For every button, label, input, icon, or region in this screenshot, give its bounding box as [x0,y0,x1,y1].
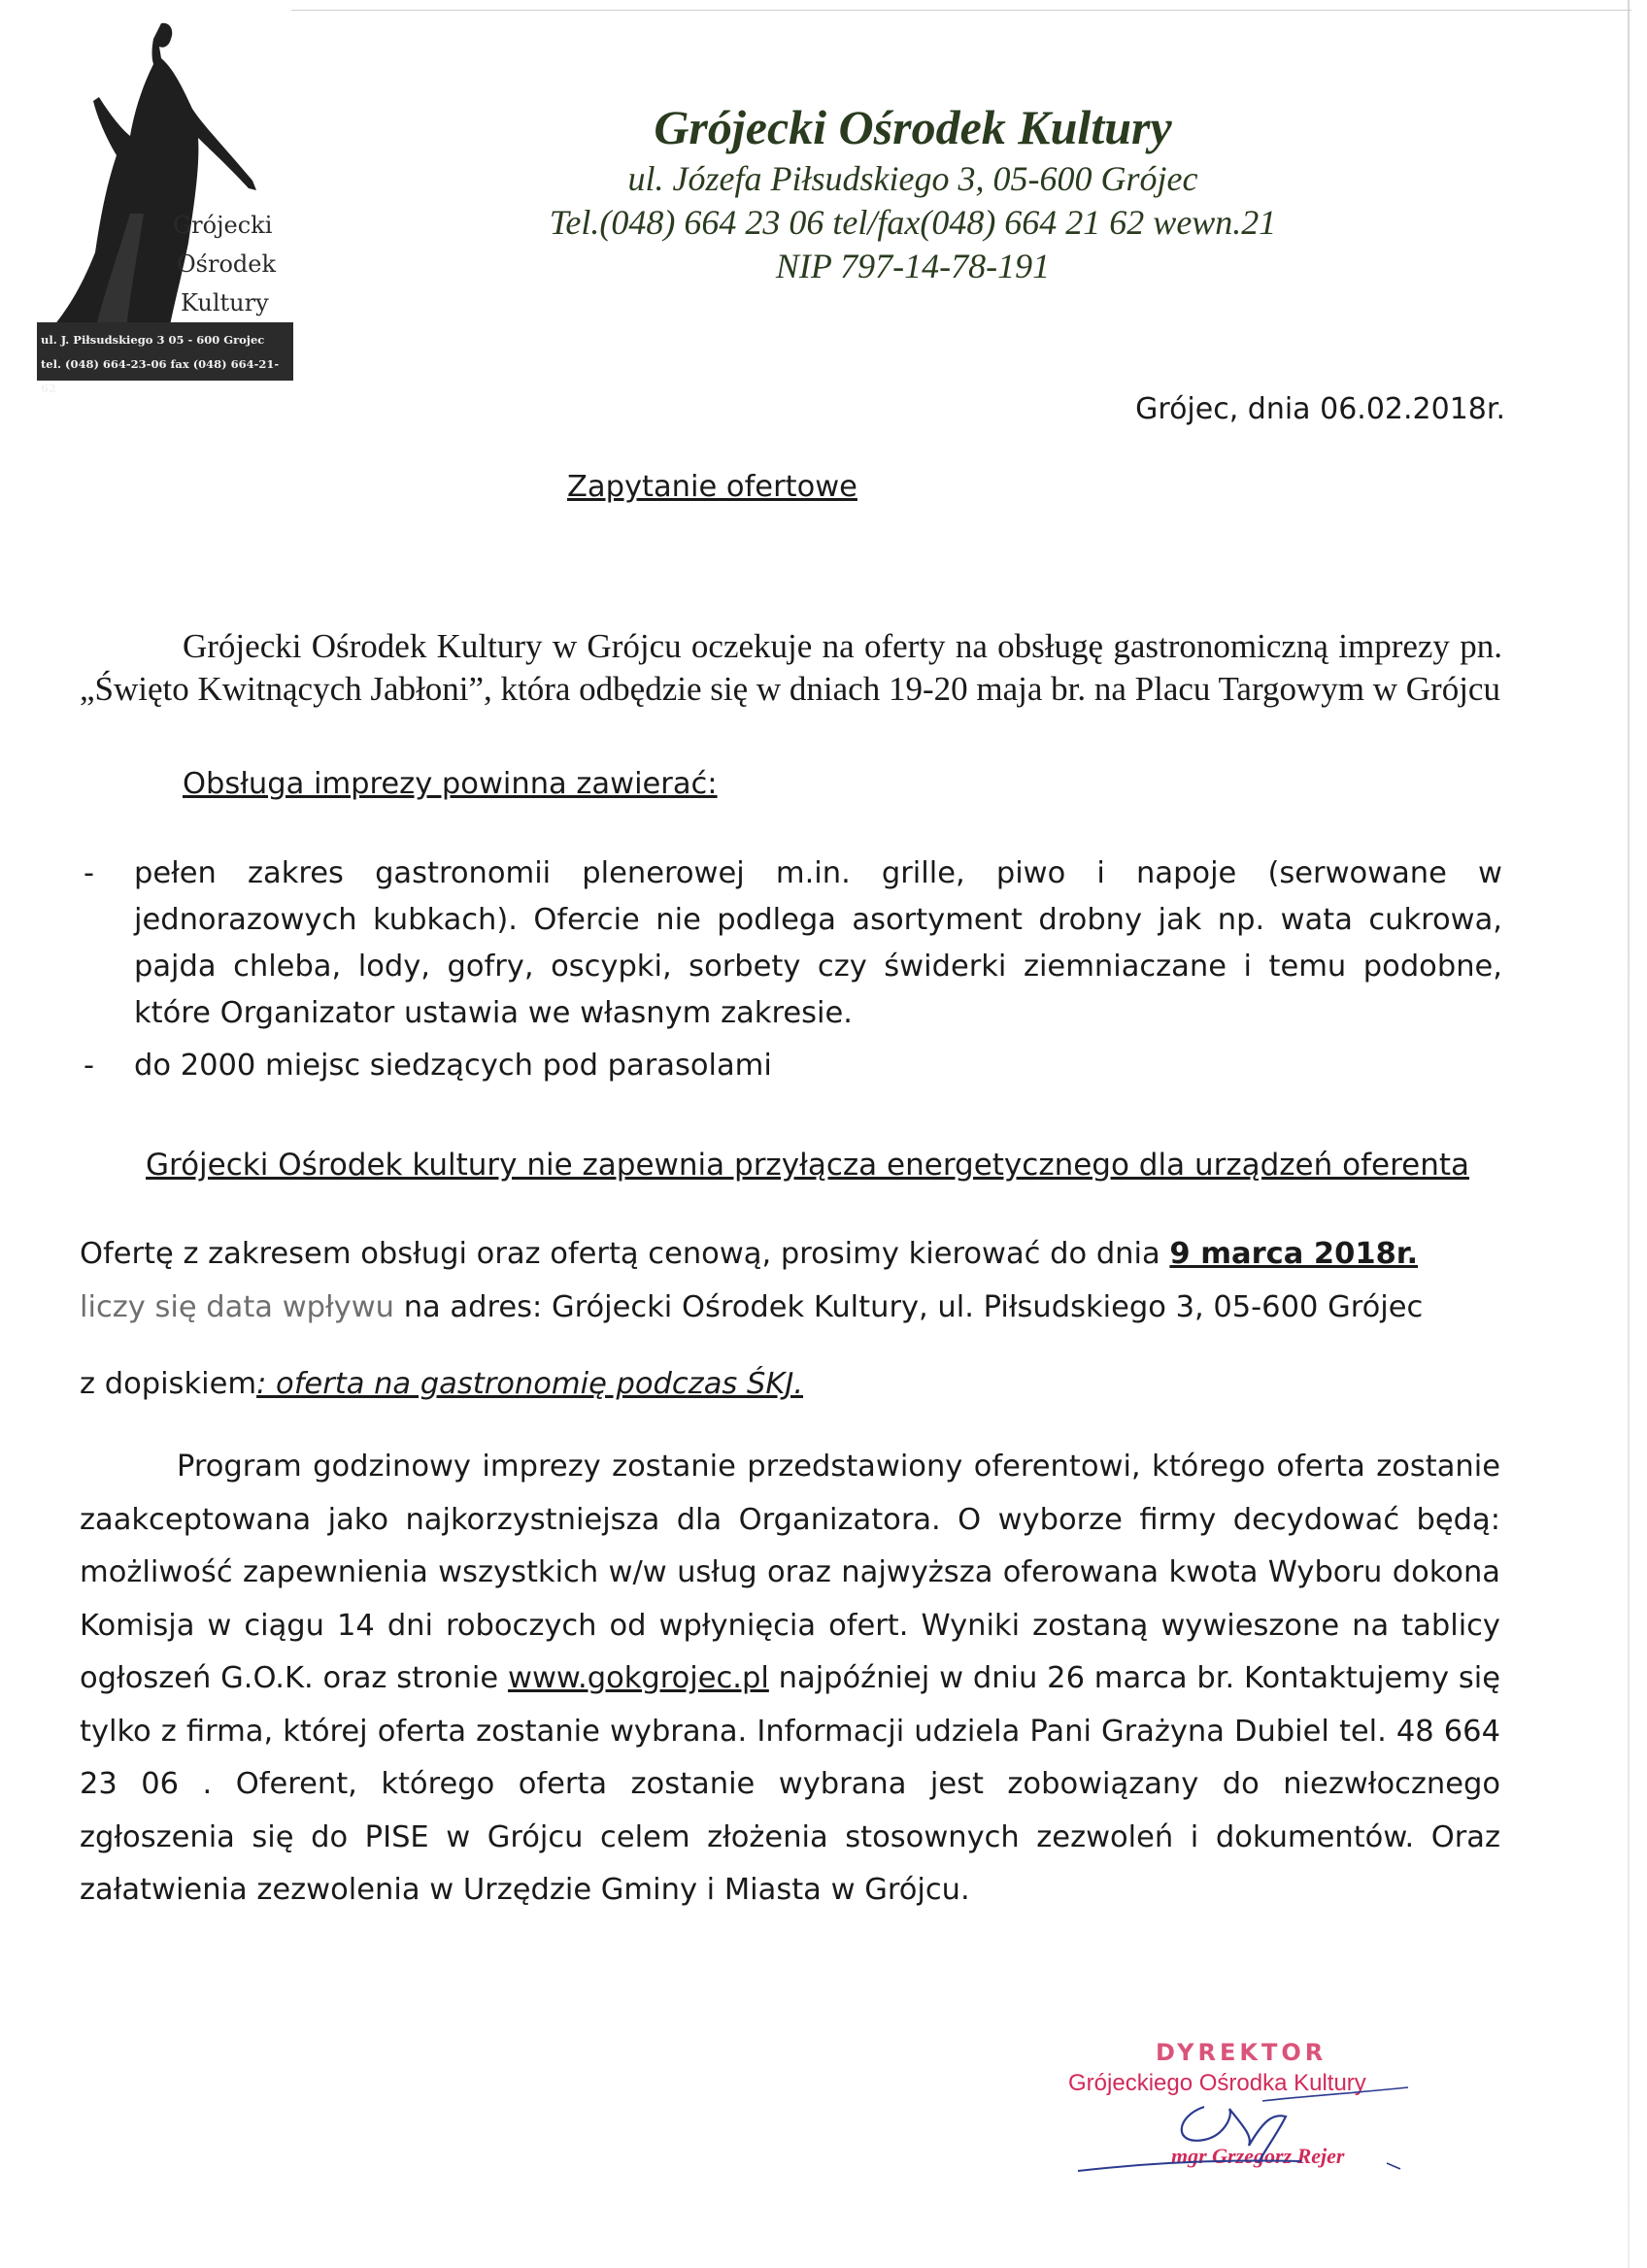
org-phone: Tel.(048) 664 23 06 tel/fax(048) 664 21 62 wewn.21 [549,203,1277,242]
list-item: - pełen zakres gastronomii plenerowej m.in. grille, piwo i napoje (serwowane w jednorazowych kubkach). Ofercie nie podlega asortyment drobny jak np. wata cukrowa, pajda chleba, lody, gofry, oscypki, sorbety czy świderki ziemniaczane i temu podobne, które Organizator ustawia we własnym zakresie. [84,856,1502,1030]
no-power-note: Grójecki Ośrodek kultury nie zapewnia przyłącza energetycznego dla urządzeń oferenta [146,1148,1470,1183]
program-text-2: najpóźniej w dniu 26 marca br. Kontaktujemy się tylko z firma, której oferta zostanie wybrana. Informacji udziela Pani Grażyna Dubiel tel. 48 664 23 06 . Oferent, którego oferta zostanie wybrana jest zobowiązany do niezwłocznego zgłoszenia się do PISE w Grójcu celem złożenia stosownych zezwoleń i dokumentów. Oraz załatwienia zezwolenia w Urzędzie Gminy i Miasta w Grójcu. [80,1661,1501,1907]
scan-edge [1628,0,1630,2268]
logo-name-line-3: Kultury [181,289,269,317]
program-text-1: Program godzinowy imprezy zostanie przedstawiony oferentowi, którego oferta zostanie zaakceptowana jako najkorzystniejsza dla Organizatora. O wyborze firmy decydować będą: możliwość zapewnienia wszystkich w/w usług oraz najwyższa oferowana kwota Wyboru dokona Komisja w ciągu 14 dni roboczych od wpłynięcia ofert. Wyniki zostaną wywieszone na tablicy ogłoszeń G.O.K. oraz stronie [80,1450,1500,1695]
list-item-text: pełen zakres gastronomii plenerowej m.in. grille, piwo i napoje (serwowane w jednorazowych kubkach). Ofercie nie podlega asortyment drobny jak np. wata cukrowa, pajda chleba, lody, gofry, oscypki, sorbety czy świderki ziemniaczane i temu podobne, które Organizator ustawia we własnym zakresie. [134,856,1502,1030]
service-heading: Obsługa imprezy powinna zawierać: [183,767,718,801]
submission-address [80,1290,1423,1324]
logo-name-line-2: Ośrodek [177,250,277,278]
stamp-name: mgr Grzegorz Rejer [1171,2144,1345,2168]
org-title: Grójecki Ośrodek Kultury [654,100,1172,154]
address-faded-text: liczy się data wpływu [80,1290,394,1324]
website-link[interactable]: www.gokgrojec.pl [508,1661,769,1695]
logo-address-band [37,322,293,395]
stamp-org: Grójeckiego Ośrodka Kultury [1068,2070,1366,2096]
list-item-text: do 2000 miejsc siedzących pod parasolami [134,1049,772,1083]
logo-band-line-2: tel. (048) 664-23-06 fax (048) 664-21-62 [41,357,280,395]
stamp-title: DYREKTOR [1156,2039,1328,2066]
letterhead [427,97,1398,288]
organization-logo [37,19,297,395]
org-nip: NIP 797-14-78-191 [775,247,1051,285]
note-prefix: z dopiskiem [80,1367,257,1401]
signature-icon [1059,2039,1428,2194]
address-text: na adres: Grójecki Ośrodek Kultury, ul. Piłsudskiego 3, 05-600 Grójec [394,1290,1424,1324]
service-list [80,850,1502,1095]
logo-name [173,206,276,322]
offer-text: Ofertę z zakresem obsługi oraz ofertą cenową, prosimy kierować do dnia [80,1237,1170,1271]
envelope-note [80,1367,803,1401]
scan-top-line [291,10,1631,11]
document-date: Grójec, dnia 06.02.2018r. [1135,392,1505,426]
program-paragraph [80,1441,1500,1918]
logo-band-line-1: ul. J. Piłsudskiego 3 05 - 600 Grojec [41,333,265,347]
intro-paragraph: Grójecki Ośrodek Kultury w Grójcu oczekuje na oferty na obsługę gastronomiczną imprezy pn. „Święto Kwitnących Jabłoni”, która odbędzie się w dniach 19-20 maja br. na Placu Targowym w Grójcu [80,627,1502,708]
logo-name-line-1: Grójecki [173,212,273,239]
document-title: Zapytanie ofertowe [567,470,857,504]
director-stamp [1059,2039,1428,2194]
note-text: : oferta na gastronomię podczas ŚKJ. [256,1367,804,1401]
list-item: - do 2000 miejsc siedzących pod parasolami [84,1049,772,1083]
org-address: ul. Józefa Piłsudskiego 3, 05-600 Grójec [627,159,1198,198]
offer-deadline: 9 marca 2018r. [1169,1237,1419,1271]
offer-line [80,1237,1418,1271]
